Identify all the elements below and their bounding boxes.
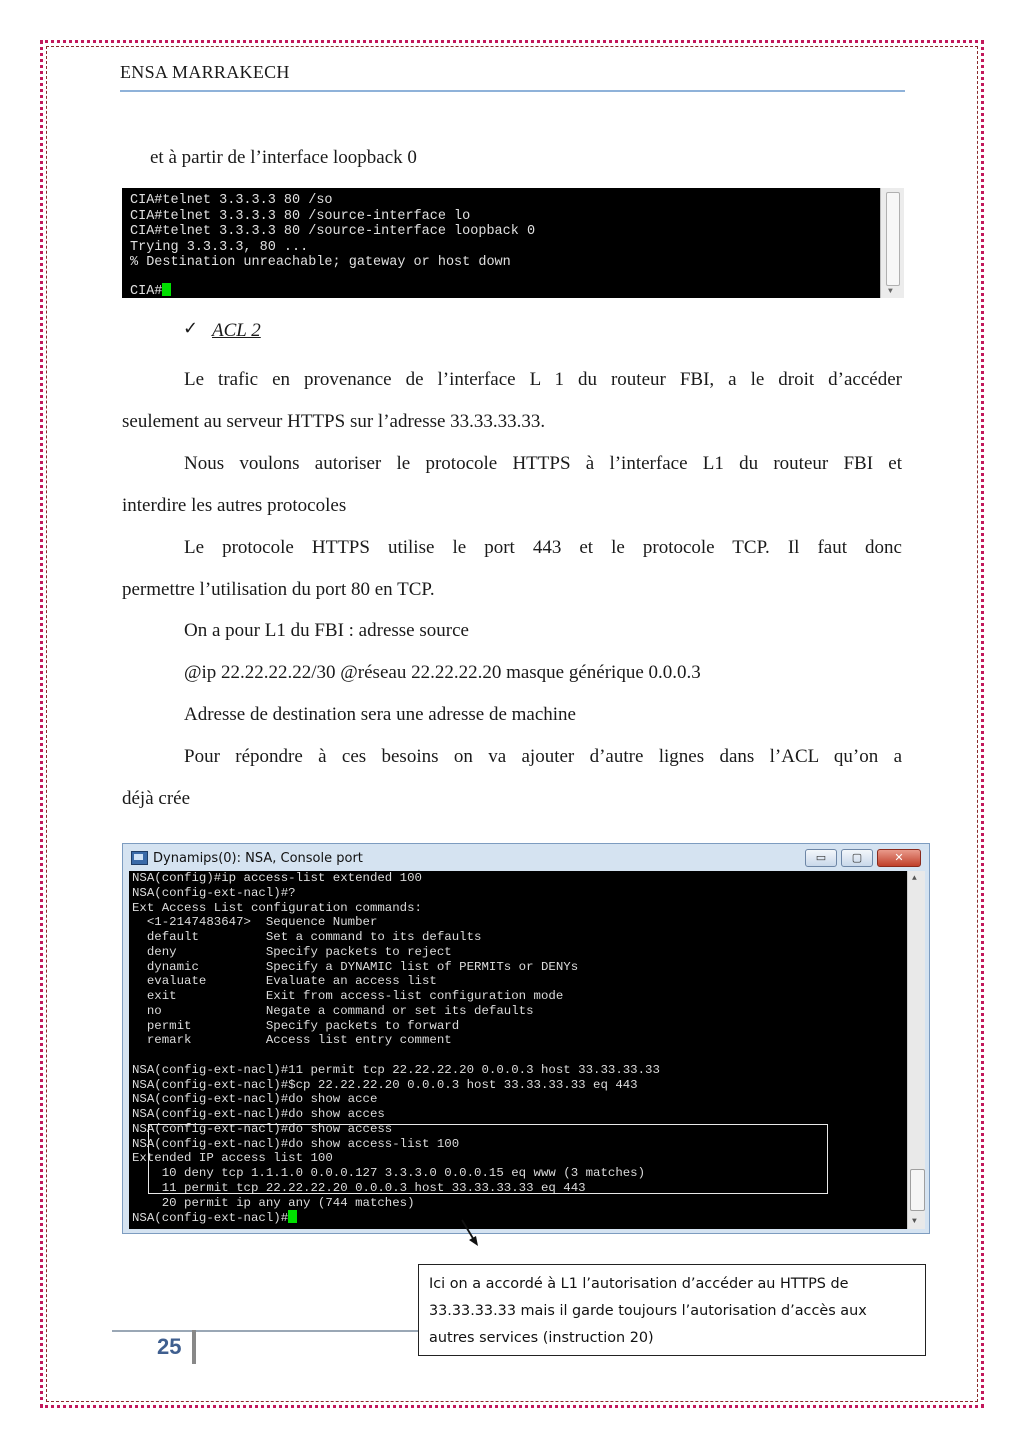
minimize-button[interactable]: ▭: [805, 849, 837, 867]
paragraph-line: On a pour L1 du FBI : adresse source: [184, 620, 469, 641]
console-line: NSA(config-ext-nacl)#?: [132, 885, 296, 900]
window-title: Dynamips(0): NSA, Console port: [153, 851, 363, 866]
annotation-callout: Ici on a accordé à L1 l’autorisation d’accéder au HTTPS de 33.33.33.33 mais il garde toujours l’autorisation d’accès aux autres services (instruction 20): [418, 1264, 926, 1356]
console-line: <1-2147483647> Sequence Number: [132, 915, 378, 930]
paragraph-line: Adresse de destination sera une adresse de machine: [184, 704, 576, 725]
telnet-terminal-lines: [130, 193, 535, 299]
scroll-down-arrow-icon[interactable]: ▼: [888, 287, 893, 296]
console-scrollbar[interactable]: [907, 871, 925, 1229]
close-button[interactable]: ✕: [877, 849, 921, 867]
terminal-line: CIA#telnet 3.3.3.3 80 /so: [130, 193, 333, 208]
console-line: default Set a command to its defaults: [132, 930, 482, 944]
paragraph-line: déjà crée: [122, 788, 191, 809]
console-line: no Negate a command or set its defaults: [132, 1003, 534, 1018]
console-line: exit Exit from access-list configuration mode: [132, 989, 564, 1003]
callout-arrow-icon: [448, 1218, 488, 1248]
console-line: NSA(config-ext-nacl)#do show access-list 100: [132, 1136, 460, 1151]
footer-rule: [112, 1330, 418, 1332]
scroll-up-arrow-icon[interactable]: ▲: [912, 874, 917, 883]
console-line: 11 permit tcp 22.22.22.20 0.0.0.3 host 33.33.33.33 eq 443: [132, 1180, 586, 1195]
terminal-line: Trying 3.3.3.3, 80 ...: [130, 239, 309, 255]
page-number: 25: [157, 1334, 182, 1359]
header-rule: [120, 90, 905, 92]
terminal-line: CIA#telnet 3.3.3.3 80 /source-interface loopback 0: [130, 224, 536, 240]
console-line: 10 deny tcp 1.1.1.0 0.0.0.127 3.3.3.0 0.0.0.15 eq www (3 matches): [132, 1166, 646, 1180]
console-line: Extended IP access list 100: [132, 1151, 333, 1166]
console-line: NSA(config-ext-nacl)#do show acces: [132, 1107, 385, 1121]
page-number-divider: [192, 1330, 196, 1364]
terminal-prompt: CIA#: [130, 283, 163, 299]
window-app-icon: [131, 851, 148, 865]
paragraph-line: permettre l’utilisation du port 80 en TCP.: [122, 579, 435, 600]
terminal-prompt-line[interactable]: [130, 283, 535, 299]
console-line: Ext Access List configuration commands:: [132, 900, 422, 915]
scrollbar-thumb[interactable]: [886, 192, 900, 286]
console-line: 20 permit ip any any (744 matches): [132, 1195, 415, 1210]
paragraph-line: Pour répondre à ces besoins on va ajouter d’autre lignes dans l’ACL qu’on a: [184, 746, 902, 767]
console-line: deny Specify packets to reject: [132, 944, 452, 959]
console-line: NSA(config-ext-nacl)#$cp 22.22.22.20 0.0.0.3 host 33.33.33.33 eq 443: [132, 1077, 638, 1092]
console-prompt: NSA(config-ext-nacl)#: [132, 1211, 289, 1226]
paragraph-line: Le trafic en provenance de l’interface L 1 du routeur FBI, a le droit d’accéder: [184, 369, 902, 390]
console-line: [132, 1048, 660, 1063]
terminal-line: % Destination unreachable; gateway or host down: [130, 255, 511, 271]
console-prompt-line[interactable]: [132, 1210, 660, 1225]
acl-heading: ACL 2: [212, 320, 261, 341]
cursor-icon: [288, 1210, 297, 1223]
cursor-icon: [162, 283, 171, 296]
terminal-line: CIA#telnet 3.3.3.3 80 /source-interface lo: [130, 208, 471, 224]
telnet-terminal: [122, 188, 904, 298]
console-line: NSA(config-ext-nacl)#11 permit tcp 22.22.22.20 0.0.0.3 host 33.33.33.33: [132, 1062, 660, 1077]
paragraph-line: Nous voulons autoriser le protocole HTTPS à l’interface L1 du routeur FBI et: [184, 453, 902, 474]
intro-text: et à partir de l’interface loopback 0: [150, 147, 417, 168]
console-line: remark Access list entry comment: [132, 1033, 452, 1048]
paragraph-line: interdire les autres protocoles: [122, 495, 347, 516]
scroll-down-arrow-icon[interactable]: ▼: [912, 1217, 917, 1226]
console-line: permit Specify packets to forward: [132, 1018, 460, 1033]
scrollbar-thumb[interactable]: [910, 1169, 925, 1211]
page-header: ENSA MARRAKECH: [120, 62, 290, 82]
console-line: NSA(config-ext-nacl)#do show access: [132, 1121, 393, 1136]
paragraph-line: seulement au serveur HTTPS sur l’adresse 33.33.33.33.: [122, 411, 546, 432]
console-line: evaluate Evaluate an access list: [132, 974, 437, 989]
console-line: NSA(config)#ip access-list extended 100: [132, 871, 422, 885]
paragraph-line: Le protocole HTTPS utilise le port 443 et le protocole TCP. Il faut donc: [184, 537, 902, 558]
checkmark-icon: ✓: [183, 318, 199, 339]
highlight-box: [148, 1124, 828, 1194]
terminal-line: [130, 271, 535, 283]
console-line: NSA(config-ext-nacl)#do show acce: [132, 1092, 378, 1107]
maximize-button[interactable]: ▢: [841, 849, 873, 867]
console-line: dynamic Specify a DYNAMIC list of PERMITs or DENYs: [132, 959, 579, 974]
paragraph-line: @ip 22.22.22.22/30 @réseau 22.22.22.20 masque générique 0.0.0.3: [184, 662, 701, 683]
terminal-scrollbar[interactable]: [880, 188, 904, 298]
